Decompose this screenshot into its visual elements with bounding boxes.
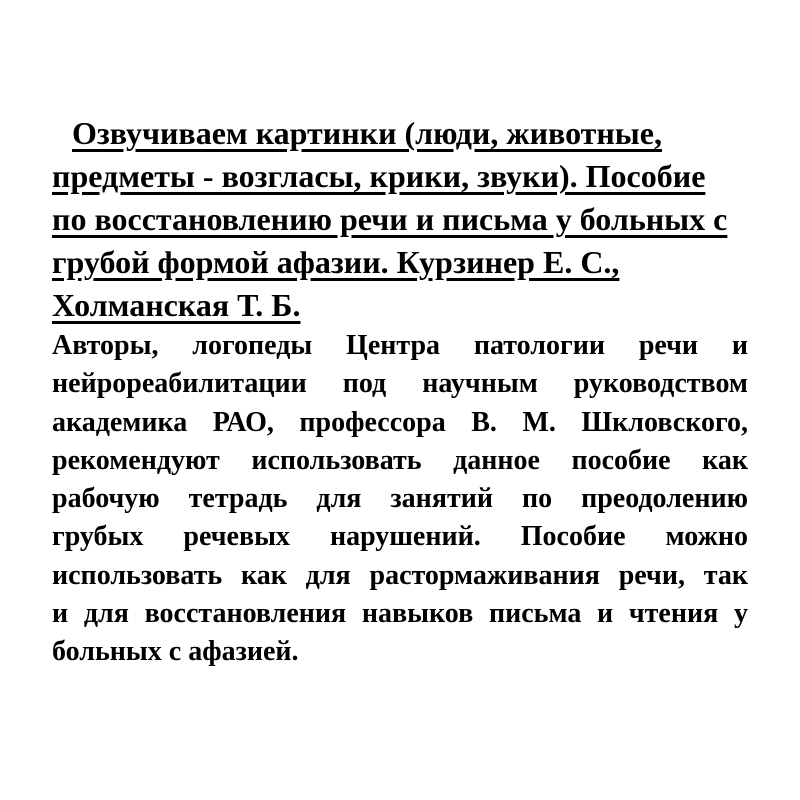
body-line: использовать как для растормаживания речи, так [52,559,748,591]
title-line: Озвучиваем картинки (люди, животные, [72,115,662,151]
title-line: грубой формой афазии. Курзинер Е. С., [52,244,620,280]
body-line: Авторы, логопеды Центра патологии речи и [52,330,748,361]
body-line: академика РАО, профессора В. М. Шкловского, [52,406,748,438]
body-line: грубых речевых нарушений. Пособие можно [52,521,748,553]
title-line: Холманская Т. Б. [52,287,301,323]
body-line: нейрореабилитации под научным руководством [52,368,748,400]
title-line: предметы - возгласы, крики, звуки). Пособие [52,158,706,194]
body-line: больных с афазией. [52,636,299,668]
body-line: и для восстановления навыков письма и чтения у [52,598,748,630]
title-line: по восстановлению речи и письма у больных с [52,201,728,237]
book-info-block [52,112,748,672]
book-title [52,112,748,327]
body-line: рабочую тетрадь для занятий по преодолению [52,483,748,515]
book-description [52,327,748,672]
body-line: рекомендуют использовать данное пособие как [52,444,748,476]
